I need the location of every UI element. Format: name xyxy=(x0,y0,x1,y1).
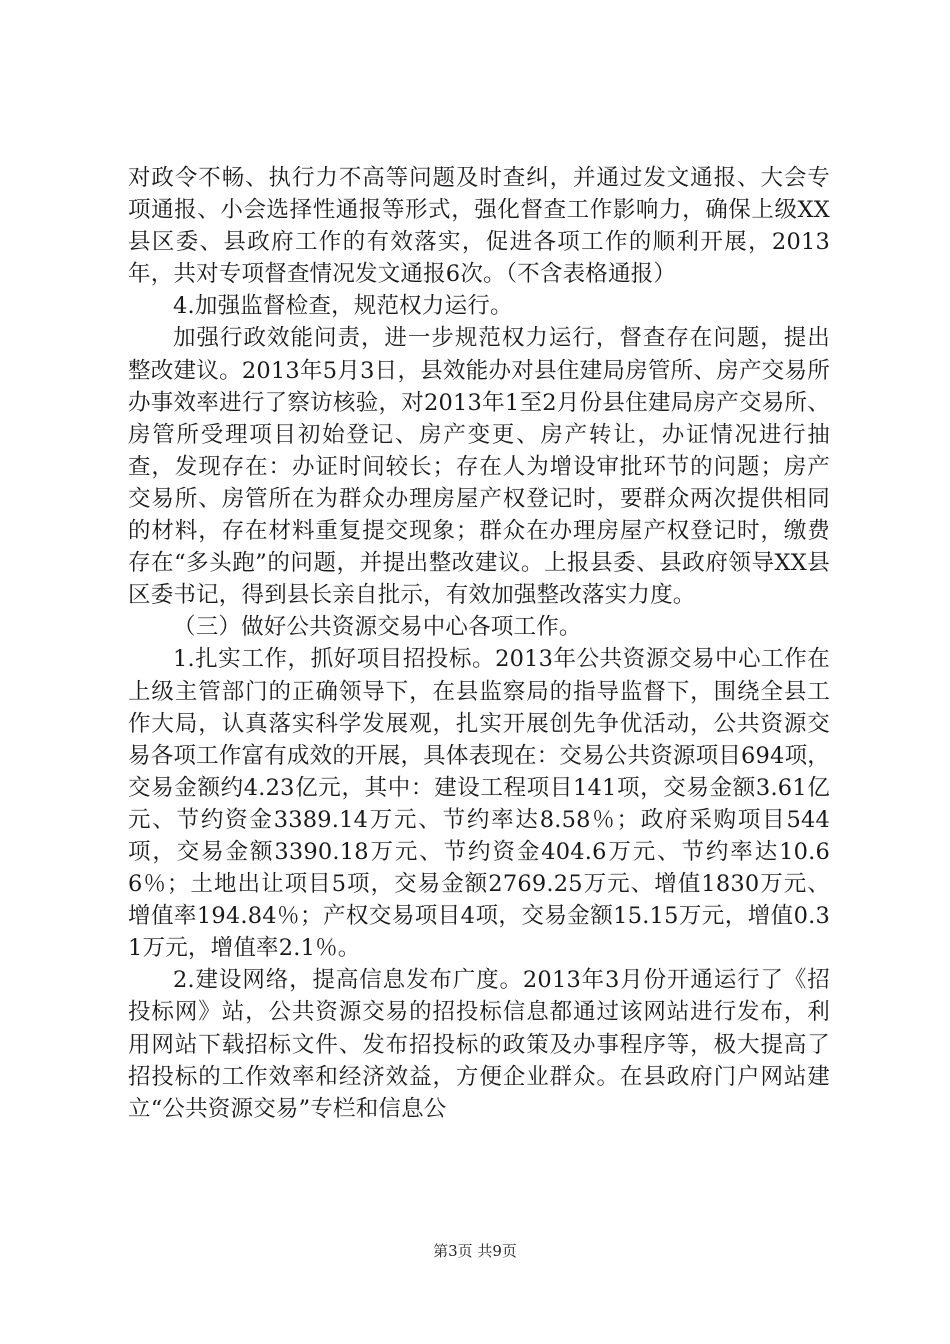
paragraph-network: 2.建设网络，提高信息发布广度。2013年3月份开通运行了《招投标网》站，公共资源交易的招投标信息都通过该网站进行发布，利用网站下载招标文件、发布招投标的政策及办事程序等，极大提高了招投标的工作效率和经济效益，方便企业群众。在县政府门户网站建立“公共资源交易”专栏和信息公 xyxy=(128,967,830,1122)
section-heading-3: （三）做好公共资源交易中心各项工作。 xyxy=(173,614,582,641)
paragraph-bidding: 1.扎实工作，抓好项目招投标。2013年公共资源交易中心工作在上级主管部门的正确领导下，在县监察局的指导监督下，围绕全县工作大局，认真落实科学发展观，扎实开展创先争优活动，公共资源交易各项工作富有成效的开展，具体表现在：交易公共资源项目694项，交易金额约4.23亿元，其中：建设工程项目141项，交易金额3.61亿元、节约资金3389.14万元、节约率达8.58％；政府采购项目544项，交易金额3390.18万元、节约资金404.6万元、节约率达10.66％；土地出让项目5项，交易金额2769.25万元、增值1830万元、增值率194.84％；产权交易项目4项，交易金额15.15万元，增值0.31万元，增值率2.1％。 xyxy=(128,646,830,962)
section-heading-4: 4.加强监督检查，规范权力运行。 xyxy=(173,293,513,320)
paragraph-accountability: 加强行政效能问责，进一步规范权力运行，督查存在问题，提出整改建议。2013年5月3日，县效能办对县住建局房管所、房产交易所办事效率进行了察访核验，对2013年1至2月份县住建局房产交易所、房管所受理项目初始登记、房产变更、房产转让，办证情况进行抽查，发现存在：办证时间较长；存在人为增设审批环节的问题；房产交易所、房管所在为群众办理房屋产权登记时，要群众两次提供相同的材料，存在材料重复提交现象；群众在办理房屋产权登记时，缴费存在“多头跑”的问题，并提出整改建议。上报县委、县政府领导XX县区委书记，得到县长亲自批示，有效加强整改落实力度。 xyxy=(128,325,830,609)
document-body xyxy=(128,162,830,1125)
page-footer xyxy=(0,1240,950,1261)
page-number: 第3页 共9页 xyxy=(433,1242,517,1260)
paragraph-continuation: 对政令不畅、执行力不高等问题及时查纠，并通过发文通报、大会专项通报、小会选择性通报等形式，强化督查工作影响力，确保上级XX县区委、县政府工作的有效落实，促进各项工作的顺利开展，2013年，共对专项督查情况发文通报6次。（不含表格通报） xyxy=(128,165,830,288)
